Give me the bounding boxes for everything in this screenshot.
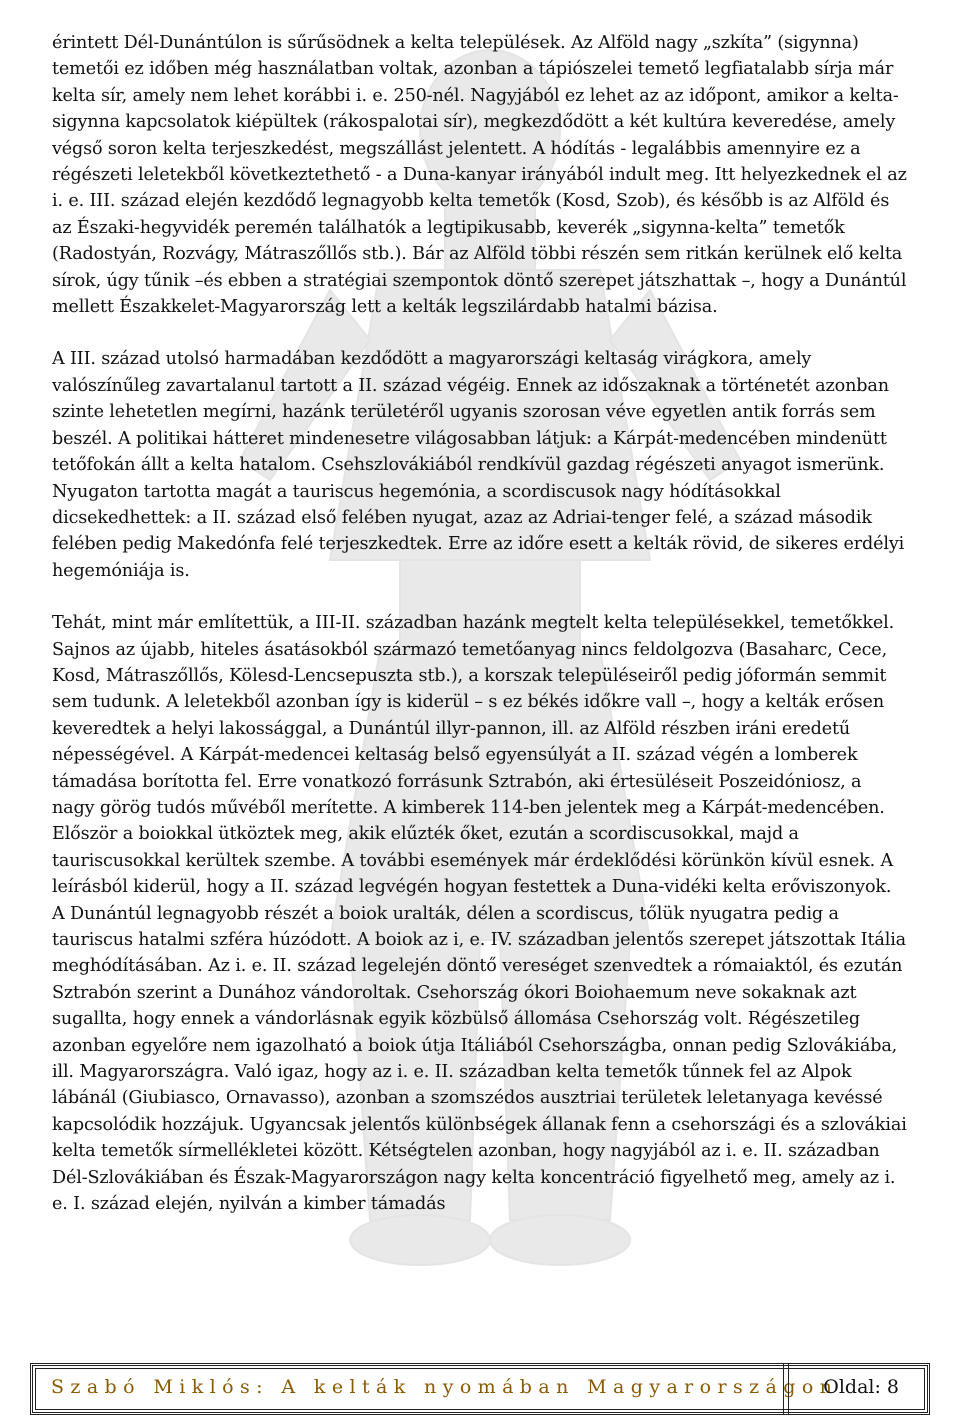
document-body <box>52 30 908 1217</box>
paragraph: A III. század utolsó harmadában kezdődött a magyarországi keltaság virágkora, amely valószínűleg zavartalanul tartott a II. század végéig. Ennek az időszaknak a történetét azonban szinte lehetetlen megírni, hazánk területéről ugyanis szorosan véve egyetlen antik forrás sem beszél. A politikai hátteret mindenesetre világosabban látjuk: a Kárpát-medencében mindenütt tetőfokán állt a kelta hatalom. Csehszlovákiából rendkívül gazdag régészeti anyagot ismerünk. Nyugaton tartotta magát a tauriscus hegemónia, a scordiscusok nagy hódításokkal dicsekedhettek: a II. század első felében nyugat, azaz az Adriai-tenger felé, a század második felében pedig Makedónfa felé terjeszkedtek. Erre az időre esett a kelták rövid, de sikeres erdélyi hegemóniája is. <box>52 349 905 581</box>
page-number: Oldal: 8 <box>823 1376 899 1398</box>
paragraph: érintett Dél-Dunántúlon is sűrűsödnek a kelta települések. Az Alföld nagy „szkíta” (sigynna) temetői ez időben még használatban voltak, azonban a tápiószelei temető legfiatalabb sírja már kelta sír, amely nem lehet korábbi i. e. 250-nél. Nagyjából ez lehet az az időpont, amikor a kelta-sigynna kapcsolatok kiépültek (rákospalotai sír), megkezdődött a két kultúra keveredése, amely végső soron kelta terjeszkedést, megszállást jelentett. A hódítás - legalábbis amennyire ez a régészeti leletekből következtethető - a Duna-kanyar irányából indult meg. Itt helyezkednek el az i. e. III. század elején kezdődő legnagyobb kelta temetők (Kosd, Szob), és később is az Alföld és az Északi-hegyvidék peremén találhatók a legtipikusabb, keverék „sigynna-kelta” temetők (Radostyán, Rozvágy, Mátraszőllős stb.). Bár az Alföld többi részén sem ritkán kerülnek elő kelta sírok, úgy tűnik –és ebben a stratégiai szempontok döntő szerepet játszhattak –, hogy a Dunántúl mellett Északkelet-Magyarország lett a kelták legszilárdabb hatalmi bázisa. <box>52 33 907 318</box>
footer-divider <box>783 1363 789 1415</box>
footer-title: Szabó Miklós: A kelták nyomában Magyarországon <box>51 1376 839 1398</box>
paragraph: Tehát, mint már említettük, a III-II. században hazánk megtelt kelta településekkel, temetőkkel. Sajnos az újabb, hiteles ásatásokból származó temetőanyag nincs feldolgozva (Basaharc, Cece, Kosd, Mátraszőllős, Kölesd-Lencsepuszta stb.), a korszak településeiről pedig jóformán semmit sem tudunk. A leletekből azonban így is kiderül – s ez békés időkre vall –, hogy a kelták erősen keveredtek a helyi lakossággal, a Dunántúl illyr-pannon, ill. az Alföld részben iráni eredetű népességével. A Kárpát-medencei keltaság belső egyensúlyát a II. század végén a lomberek támadása borította fel. Erre vonatkozó forrásunk Sztrabón, aki értesüléseit Poszeidóniosz, a nagy görög tudós művéből merítette. A kimberek 114-ben jelentek meg a Kárpát-medencében. Először a boiokkal ütköztek meg, akik elűzték őket, ezután a scordiscusokkal, majd a tauriscusokkal kerültek szembe. A további események már érdeklődési körünkön kívül esnek. A leírásból kiderül, hogy a II. század legvégén hogyan festettek a Duna-vidéki kelta erőviszonyok. A Dunántúl legnagyobb részét a boiok uralták, délen a scordiscus, tőlük nyugatra pedig a tauriscus hatalmi szféra húzódott. A boiok az i, e. IV. században jelentős szerepet játszottak Itália meghódításában. Az i. e. II. század legelején döntő vereséget szenvedtek a rómaiaktól, és ezután Sztrabón szerint a Dunához vándoroltak. Csehország ókori Boiohaemum neve sokaknak azt sugallta, hogy ennek a vándorlásnak egyik közbülső állomása Csehország volt. Régészetileg azonban egyelőre nem igazolható a boiok útja Itáliából Csehországba, onnan pedig Szlovákiába, ill. Magyarországra. Való igaz, hogy az i. e. II. században kelta temetők tűnnek fel az Alpok lábánál (Giubiasco, Ornavasso), azonban a szomszédos ausztriai területek leletanyaga kevéssé kapcsolódik hozzájuk. Ugyancsak jelentős különbségek állanak fenn a csehországi és a szlovákiai kelta temetők sírmellékletei között. Kétségtelen azonban, hogy nagyjából az i. e. II. században Dél-Szlovákiában és Észak-Magyarországon nagy kelta koncentráció figyelhető meg, amely az i. e. I. század elején, nyilván a kimber támadás <box>52 613 907 1215</box>
page-footer <box>30 1363 930 1415</box>
